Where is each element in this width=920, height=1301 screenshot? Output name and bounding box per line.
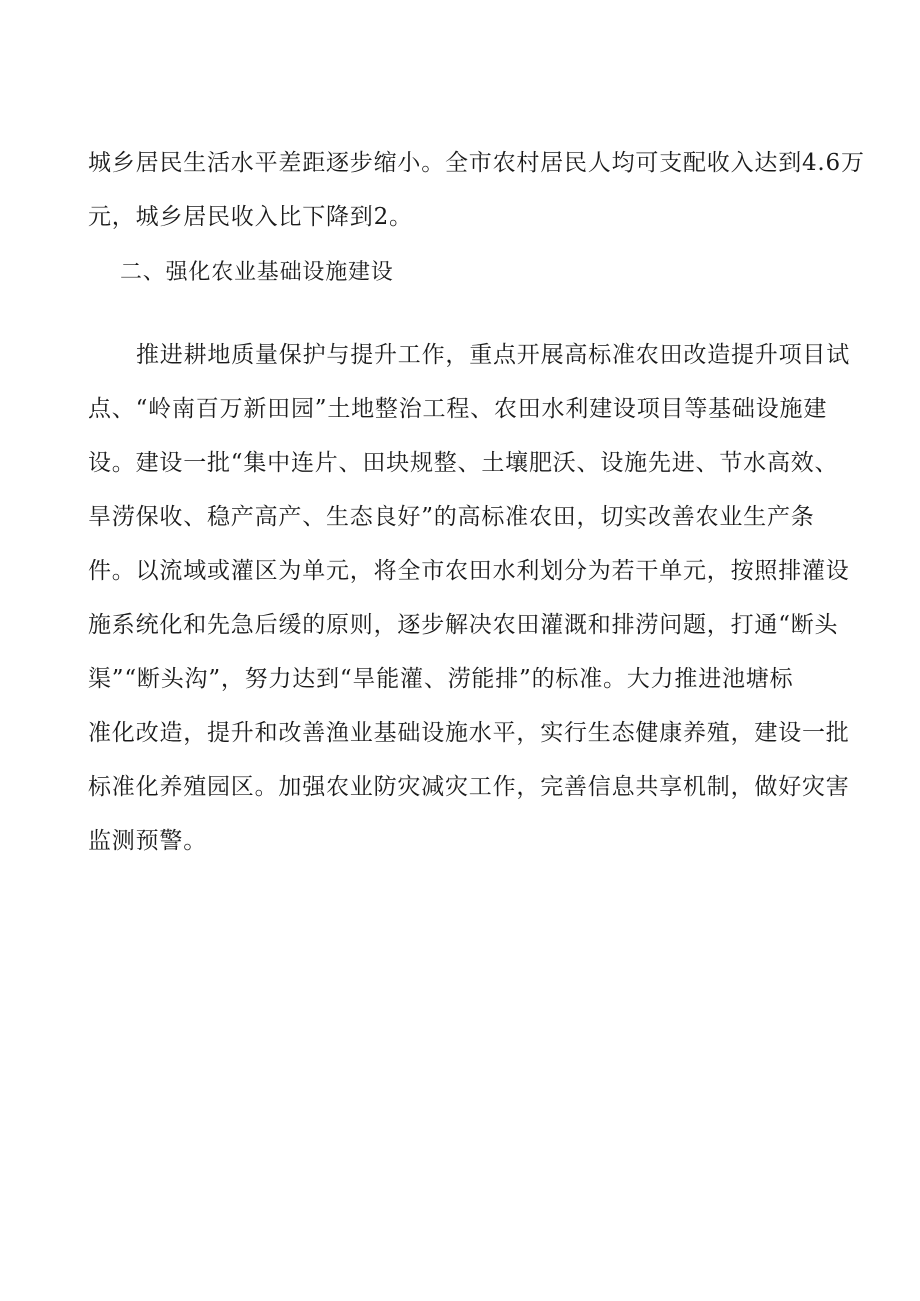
paragraph-line: 点、“岭南百万新田园”土地整治工程、农田水利建设项目等基础设施建 [88,396,828,422]
paragraph-line: 标准化养殖园区。加强农业防灾减灾工作，完善信息共享机制，做好灾害 [88,774,850,800]
paragraph-line: 推进耕地质量保护与提升工作，重点开展高标准农田改造提升项目试 [136,342,850,368]
paragraph-line: 旱涝保收、稳产高产、生态良好”的高标准农田，切实改善农业生产条 [88,504,815,530]
paragraph-line: 设。建设一批“集中连片、田块规整、土壤肥沃、设施先进、节水高效、 [88,450,839,476]
paragraph-line: 元，城乡居民收入比下降到2。 [88,204,413,230]
paragraph-line: 城乡居民生活水平差距逐步缩小。全市农村居民人均可支配收入达到4.6万 [88,150,865,176]
paragraph-line: 渠”“断头沟”，努力达到“旱能灌、涝能排”的标准。大力推进池塘标 [88,666,794,692]
section-heading: 二、强化农业基础设施建设 [120,260,394,285]
paragraph-line: 监测预警。 [88,828,207,854]
paragraph-line: 准化改造，提升和改善渔业基础设施水平，实行生态健康养殖，建设一批 [88,720,850,746]
paragraph-line: 件。以流域或灌区为单元，将全市农田水利划分为若干单元，按照排灌设 [88,558,850,584]
paragraph-line: 施系统化和先急后缓的原则，逐步解决农田灌溉和排涝问题，打通“断头 [88,612,839,638]
